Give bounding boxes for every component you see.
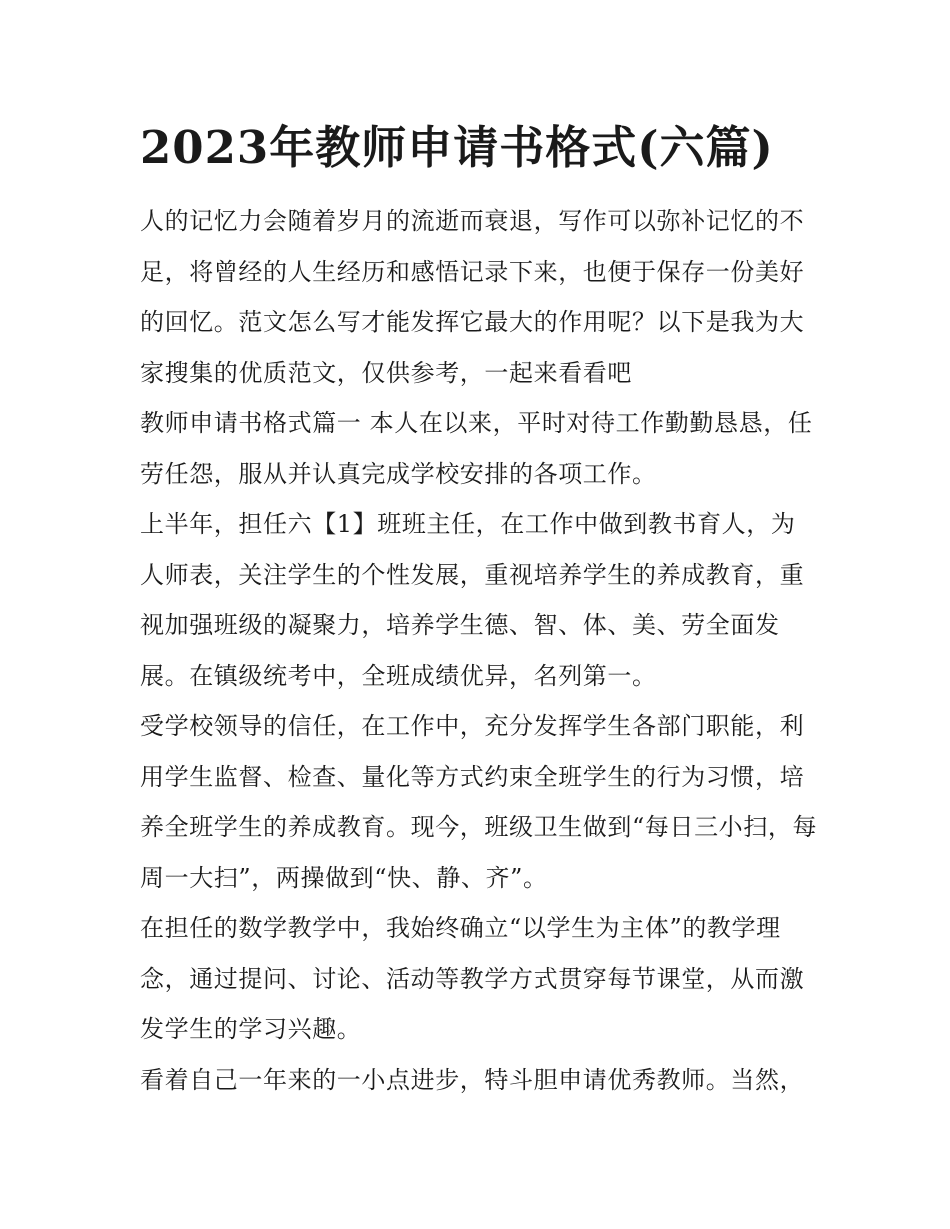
paragraph-school-trust: 受学校领导的信任，在工作中，充分发挥学生各部门职能，利用学生监督、检查、量化等方式约束全班学生的行为习惯，培养全班学生的养成教育。现今，班级卫生做到“每日三小扫，每周一大扫”，两操做到“快、静、齐”。 [140, 712, 818, 892]
document-page [140, 112, 820, 1105]
document-title: 2023年教师申请书格式(六篇) [140, 121, 774, 174]
paragraph-math-teaching: 在担任的数学教学中，我始终确立“以学生为主体”的教学理念，通过提问、讨论、活动等教学方式贯穿每节课堂，从而激发学生的学习兴趣。 [140, 914, 805, 1043]
paragraph-class-teacher: 上半年，担任六【1】班班主任，在工作中做到教书育人，为人师表，关注学生的个性发展，重视培养学生的养成教育，重视加强班级的凝聚力，培养学生德、智、体、美、劳全面发展。在镇级统考中，全班成绩优异，名列第一。 [140, 510, 805, 690]
paragraph-section-one: 教师申请书格式篇一 本人在以来，平时对待工作勤勤恳恳，任劳任怨，服从并认真完成学校安排的各项工作。 [140, 409, 813, 488]
paragraph-application: 看着自己一年来的一小点进步，特斗胆申请优秀教师。当然， [140, 1065, 805, 1094]
paragraph-intro: 人的记忆力会随着岁月的流逝而衰退，写作可以弥补记忆的不足，将曾经的人生经历和感悟记录下来，也便于保存一份美好的回忆。范文怎么写才能发挥它最大的作用呢？以下是我为大家搜集的优质范文，仅供参考，一起来看看吧 [140, 207, 805, 387]
